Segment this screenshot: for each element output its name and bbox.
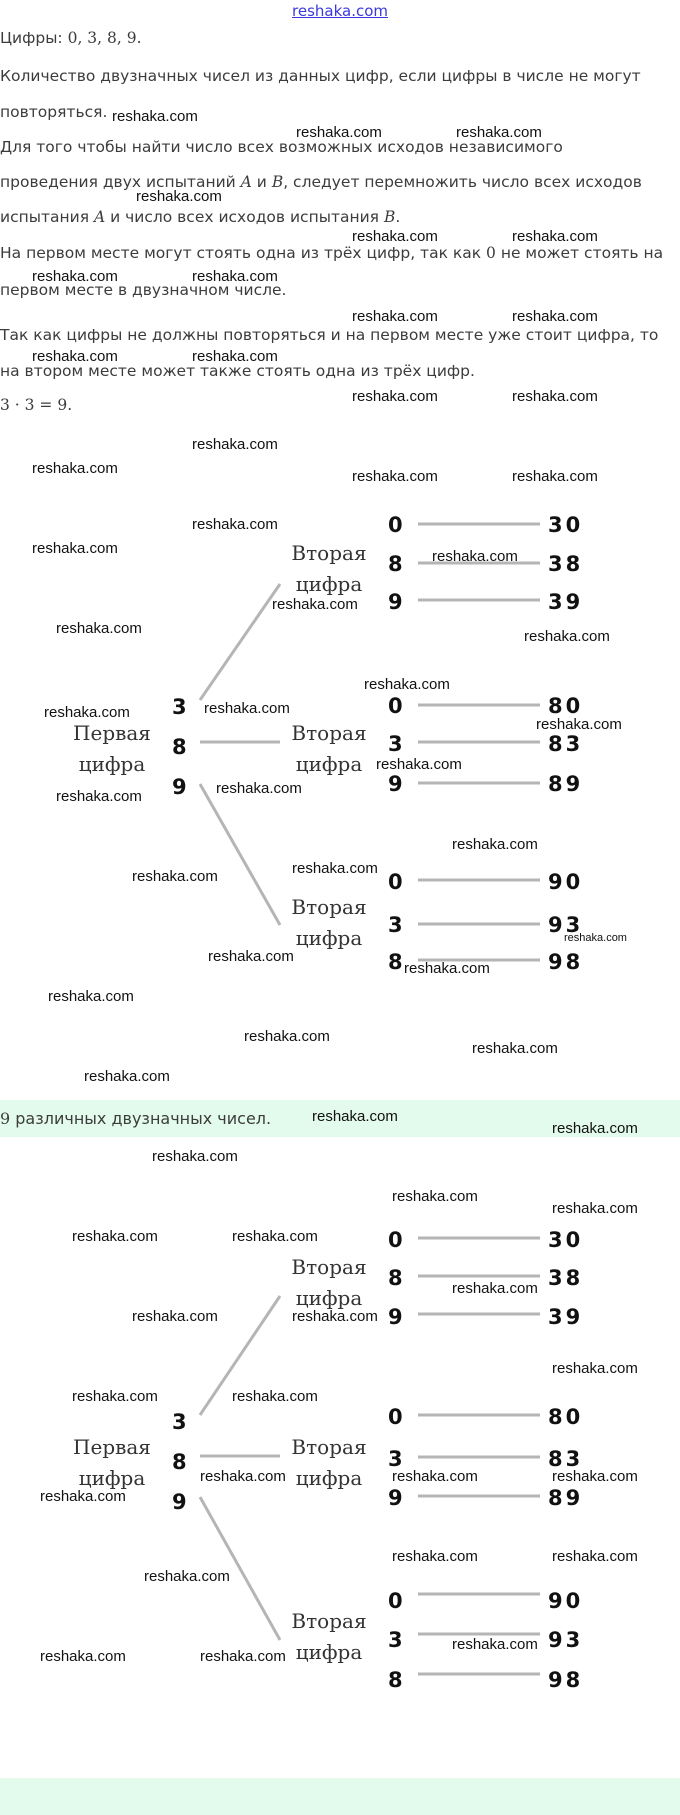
second-digit-label: Вторая цифра [291, 1609, 367, 1664]
watermark: reshaka.com [552, 1548, 638, 1565]
watermark: reshaka.com [216, 780, 302, 797]
para1-dot: . [395, 208, 401, 226]
math-B: B [271, 173, 284, 191]
second-digit: 0 [388, 694, 403, 718]
first-digit-9: 9 [172, 1490, 187, 1514]
result-number: 80 [548, 1405, 584, 1429]
watermark: reshaka.com [364, 676, 450, 693]
watermark: reshaka.com [352, 308, 438, 325]
result-number: 83 [548, 732, 584, 756]
watermark: reshaka.com [204, 700, 290, 717]
para1-line1: Для того чтобы найти число всех возможных исходов независимого [0, 138, 563, 156]
second-digit: 9 [388, 1486, 403, 1510]
watermark: reshaka.com [552, 1120, 638, 1137]
result-number: 39 [548, 1305, 584, 1329]
watermark: reshaka.com [392, 1188, 478, 1205]
first-digit-label: Первая цифра [73, 721, 151, 776]
second-digit: 0 [388, 870, 403, 894]
watermark: reshaka.com [312, 1108, 398, 1125]
second-digit: 9 [388, 772, 403, 796]
result-number: 98 [548, 950, 584, 974]
second-digit: 8 [388, 950, 403, 974]
math-B-2: B [383, 208, 396, 226]
para3-line1: Так как цифры не должны повторяться и на первом месте уже стоит цифра, то [0, 326, 659, 344]
watermark: reshaka.com [32, 540, 118, 557]
watermark: reshaka.com [200, 1648, 286, 1665]
watermark: reshaka.com [208, 948, 294, 965]
para1-text-4: и число всех исходов испытания [105, 208, 384, 226]
first-digit-3: 3 [172, 1410, 187, 1434]
second-digit-label: Вторая цифра [291, 1255, 367, 1310]
watermark: reshaka.com [452, 1636, 538, 1653]
watermark: reshaka.com [432, 548, 518, 565]
para1-text: проведения двух испытаний [0, 173, 241, 191]
watermark: reshaka.com [56, 788, 142, 805]
question-line-cont: повторяться. [0, 103, 108, 121]
result-number: 90 [548, 870, 584, 894]
para1-text-3: испытания [0, 208, 94, 226]
second-digit: 8 [388, 552, 403, 576]
watermark: reshaka.com [32, 460, 118, 477]
watermark: reshaka.com [536, 716, 622, 733]
formula: 3 · 3 = 9. [0, 396, 73, 414]
question-line: Количество двузначных чисел из данных цифр, если цифры в числе не могут [0, 67, 641, 85]
watermark: reshaka.com [192, 436, 278, 453]
watermark: reshaka.com [376, 756, 462, 773]
watermark: reshaka.com [512, 228, 598, 245]
watermark: reshaka.com [232, 1388, 318, 1405]
result-number: 89 [548, 1486, 584, 1510]
para1-and: и [251, 173, 272, 191]
para2-text-2: не может стоять на [495, 244, 664, 262]
result-number: 80 [548, 694, 584, 718]
watermark: reshaka.com [552, 1200, 638, 1217]
second-digit-label: Вторая цифра [291, 721, 367, 776]
first-digit-9: 9 [172, 775, 187, 799]
watermark: reshaka.com [32, 348, 118, 365]
second-digit: 0 [388, 1405, 403, 1429]
watermark: reshaka.com [524, 628, 610, 645]
watermark: reshaka.com [152, 1148, 238, 1165]
digits-math: 0, 3, 8, 9. [67, 29, 142, 47]
watermark: reshaka.com [112, 108, 198, 125]
watermark: reshaka.com [352, 388, 438, 405]
watermark: reshaka.com [72, 1228, 158, 1245]
first-digit-label: Первая цифра [73, 1435, 151, 1490]
watermark: reshaka.com [292, 860, 378, 877]
second-digit-label: Вторая цифра [291, 895, 367, 950]
result-number: 38 [548, 552, 584, 576]
answer-number: 9 [0, 1109, 11, 1128]
watermark: reshaka.com [392, 1468, 478, 1485]
second-digit: 3 [388, 732, 403, 756]
watermark: reshaka.com [32, 268, 118, 285]
watermark: reshaka.com [40, 1488, 126, 1505]
second-digit: 3 [388, 913, 403, 937]
watermark: reshaka.com [56, 620, 142, 637]
watermark: reshaka.com [200, 1468, 286, 1485]
watermark: reshaka.com [192, 268, 278, 285]
second-digit: 8 [388, 1266, 403, 1290]
watermark: reshaka.com [456, 124, 542, 141]
watermark: reshaka.com [192, 348, 278, 365]
result-number: 93 [548, 1628, 584, 1652]
result-number: 39 [548, 590, 584, 614]
para2-line2: первом месте в двузначном числе. [0, 281, 287, 299]
result-number: 30 [548, 1228, 584, 1252]
second-digit: 8 [388, 1668, 403, 1692]
watermark: reshaka.com [40, 1648, 126, 1665]
second-digit: 0 [388, 513, 403, 537]
digits-label: Цифры: [0, 29, 68, 47]
result-number: 30 [548, 513, 584, 537]
para1-text-2: , следует перемножить число всех исходов [283, 173, 642, 191]
first-digit-3: 3 [172, 695, 187, 719]
second-digit: 3 [388, 1447, 403, 1471]
site-link[interactable]: reshaka.com [292, 2, 388, 20]
watermark: reshaka.com [352, 228, 438, 245]
second-digit-label: Вторая цифра [291, 541, 367, 596]
watermark: reshaka.com [132, 868, 218, 885]
watermark: reshaka.com [44, 704, 130, 721]
watermark: reshaka.com [552, 1468, 638, 1485]
watermark: reshaka.com [552, 1360, 638, 1377]
para2-text: На первом месте могут стоять одна из трёх цифр, так как [0, 244, 487, 262]
watermark: reshaka.com [84, 1068, 170, 1085]
result-number: 38 [548, 1266, 584, 1290]
second-digit: 3 [388, 1628, 403, 1652]
watermark: reshaka.com [144, 1568, 230, 1585]
watermark: reshaka.com [136, 188, 222, 205]
watermark: reshaka.com [296, 124, 382, 141]
watermark: reshaka.com [244, 1028, 330, 1045]
watermark: reshaka.com [272, 596, 358, 613]
watermark: reshaka.com [192, 516, 278, 533]
watermark: reshaka.com [352, 468, 438, 485]
math-A-2: A [93, 208, 106, 226]
answer-text: различных двузначных чисел. [10, 1109, 272, 1128]
watermark: reshaka.com [292, 1308, 378, 1325]
watermark: reshaka.com [452, 836, 538, 853]
watermark: reshaka.com [232, 1228, 318, 1245]
watermark: reshaka.com [72, 1388, 158, 1405]
result-number: 83 [548, 1447, 584, 1471]
watermark: reshaka.com [132, 1308, 218, 1325]
second-digit: 0 [388, 1228, 403, 1252]
second-digit: 9 [388, 1305, 403, 1329]
math-A: A [240, 173, 252, 191]
second-digit: 9 [388, 590, 403, 614]
watermark: reshaka.com [48, 988, 134, 1005]
watermark: reshaka.com [392, 1548, 478, 1565]
watermark: reshaka.com [512, 308, 598, 325]
math-zero: 0 [486, 244, 496, 262]
result-number: 93 [548, 913, 584, 937]
result-number: 89 [548, 772, 584, 796]
watermark: reshaka.com [472, 1040, 558, 1057]
para3-line2: на втором месте может также стоять одна из трёх цифр. [0, 362, 475, 380]
watermark: reshaka.com [512, 468, 598, 485]
first-digit-8: 8 [172, 735, 187, 759]
watermark: reshaka.com [452, 1280, 538, 1297]
watermark: reshaka.com [512, 388, 598, 405]
result-number: 90 [548, 1589, 584, 1613]
first-digit-8: 8 [172, 1450, 187, 1474]
second-digit-label: Вторая цифра [291, 1435, 367, 1490]
second-digit: 0 [388, 1589, 403, 1613]
watermark: reshaka.com [404, 960, 490, 977]
watermark: reshaka.com [564, 932, 627, 944]
result-number: 98 [548, 1668, 584, 1692]
